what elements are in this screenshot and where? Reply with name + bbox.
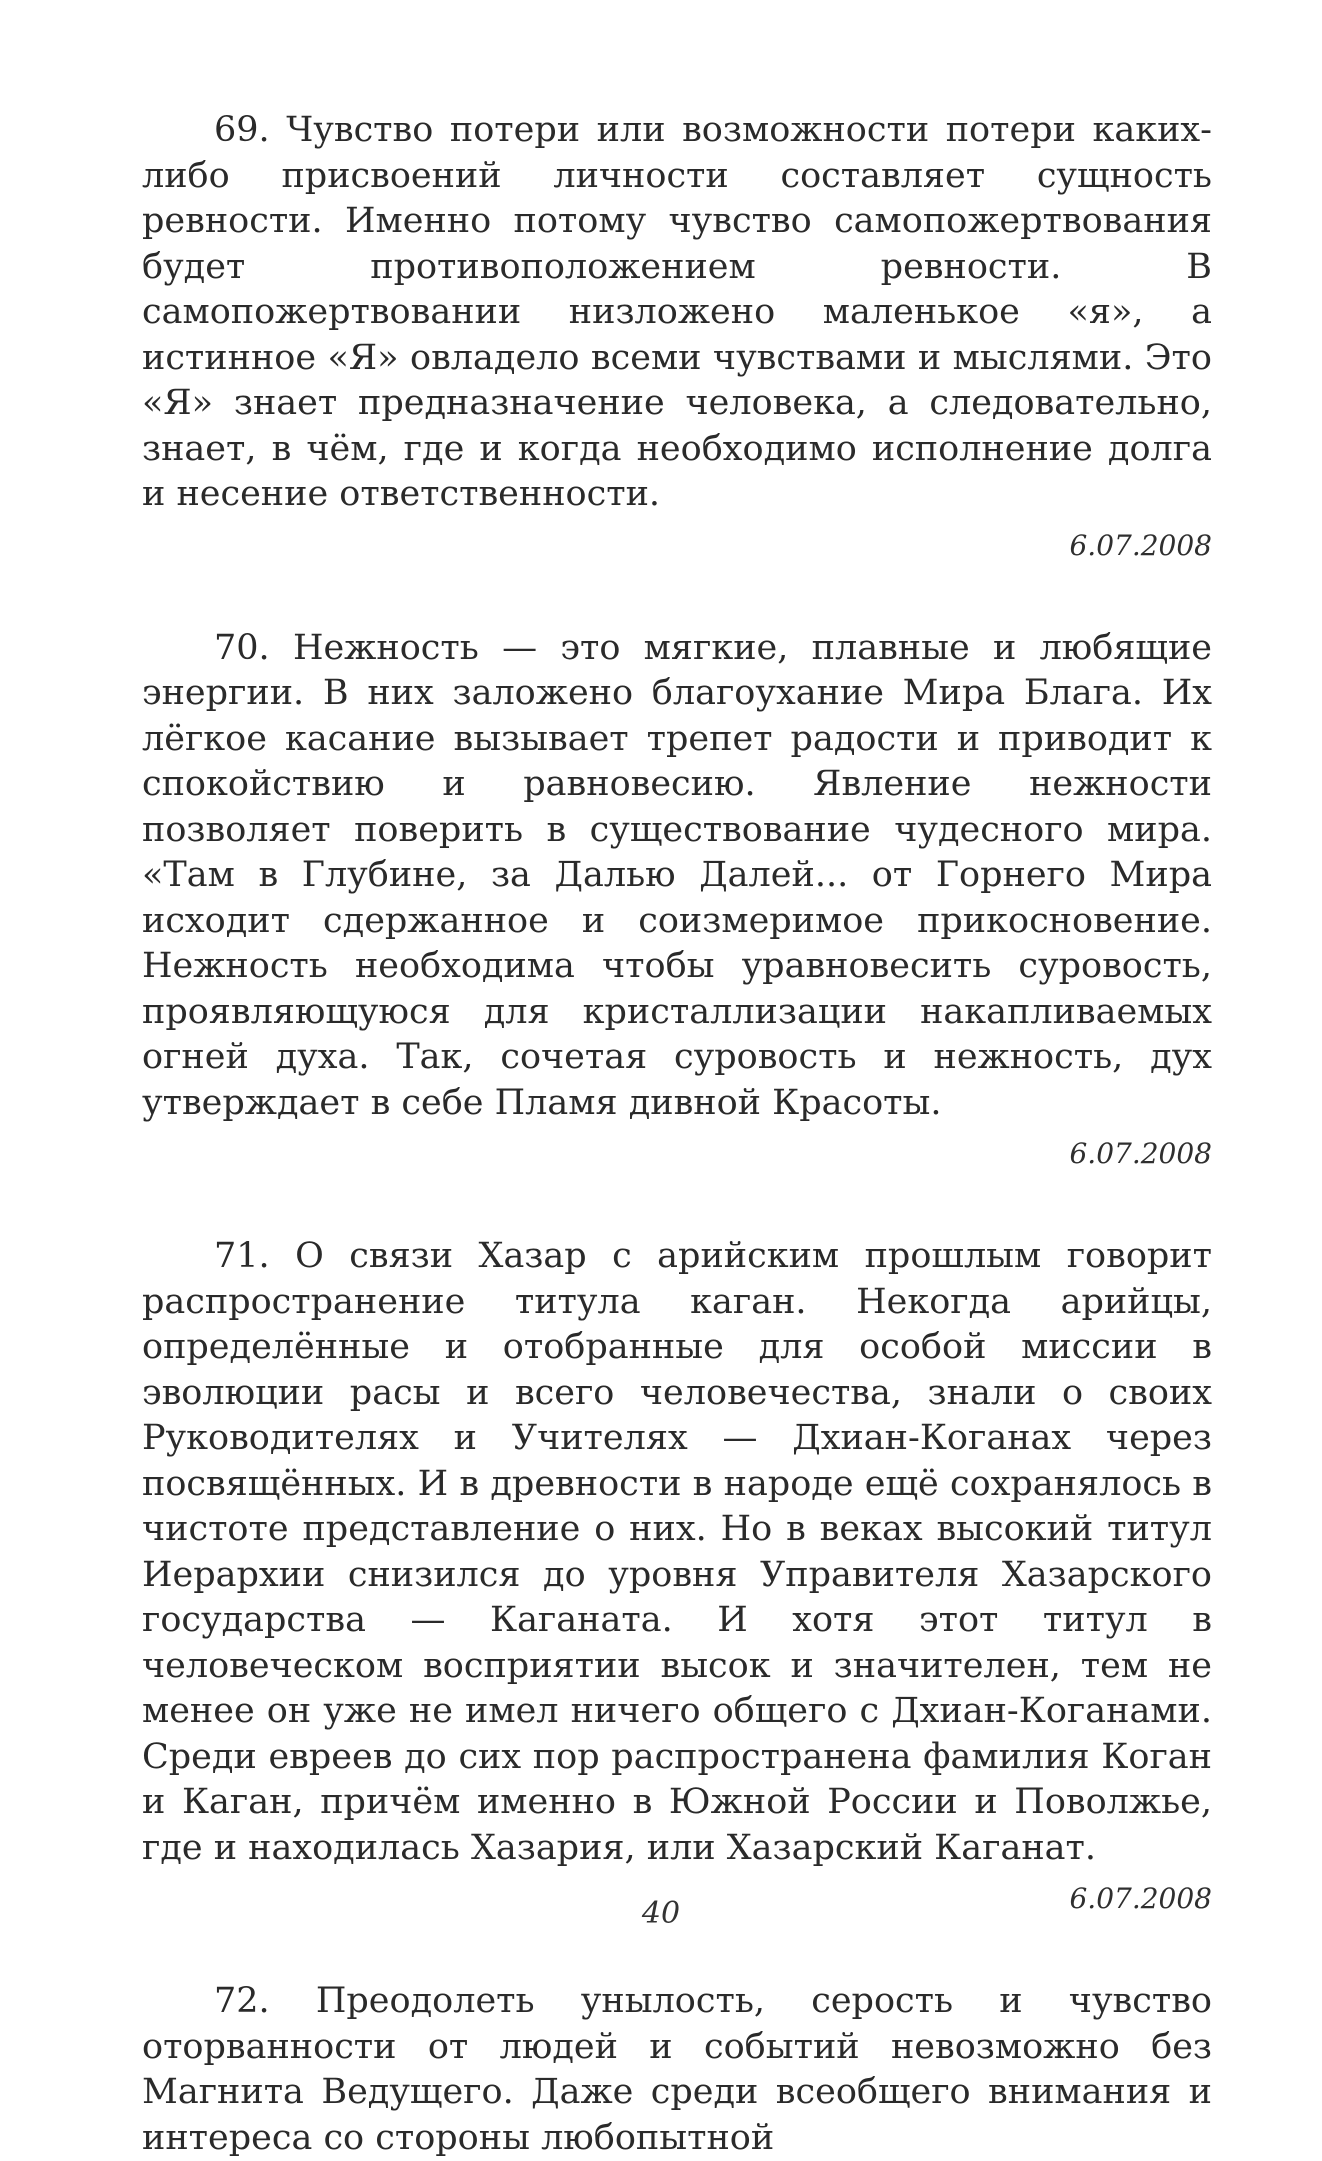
date-69: 6.07.2008: [1069, 528, 1212, 562]
paragraph-70: 70. Нежность — это мягкие, плавные и любящие энергии. В них заложено благоухание Мира Блага. Их лёгкое касание вызывает трепет радости и приводит к спокойствию и равновесию. Явление нежности позволяет поверить в существование чудесного мира. «Там в Глубине, за Далью Далей... от Горнего Мира исходит сдержанное и соизмеримое прикосновение. Нежность необходима чтобы уравновесить суровость, проявляющуюся для кристаллизации накапливаемых огней духа. Так, сочетая суровость и нежность, дух утверждает в себе Пламя дивной Красоты.: [142, 627, 1212, 1123]
book-page: [142, 108, 1212, 2161]
paragraph-72: 72. Преодолеть унылость, серость и чувство оторванности от людей и событий невозможно без Магнита Ведущего. Даже среди всеобщего внимания и интереса со стороны любопытной: [142, 1981, 1212, 2158]
paragraph-71: 71. О связи Хазар с арийским прошлым говорит распространение титула каган. Некогда арийцы, определённые и отобранные для особой миссии в эволюции расы и всего человечества, знали о своих Руководителях и Учителях — Дхиан-Коганах через посвящённых. И в древности в народе ещё сохранялось в чистоте представление о них. Но в веках высокий титул Иерархии снизился до уровня Управителя Хазарского государства — Каганата. И хотя этот титул в человеческом восприятии высок и значителен, тем не менее он уже не имел ничего общего с Дхиан-Коганами. Среди евреев до сих пор распространена фамилия Коган и Каган, причём именно в Южной России и Поволжье, где и находилась Хазария, или Хазарский Каганат.: [142, 1236, 1212, 1868]
date-71: 6.07.2008: [1069, 1882, 1212, 1915]
paragraph-gap: [142, 566, 1212, 626]
paragraph-69: 69. Чувство потери или возможности потери каких-либо присвоений личности составляет сущность ревности. Именно потому чувство самопожертвования будет противоположением ревности. В самопожертвовании низложено маленькое «я», а истинное «Я» овладело всеми чувствами и мыслями. Это «Я» знает предназначение человека, а следовательно, знает, в чём, где и когда необходимо исполнение долга и несение ответственности.: [142, 110, 1212, 514]
date-70: 6.07.2008: [1069, 1137, 1212, 1170]
page-number: 40: [641, 1896, 681, 1931]
paragraph-gap: [142, 1174, 1212, 1234]
